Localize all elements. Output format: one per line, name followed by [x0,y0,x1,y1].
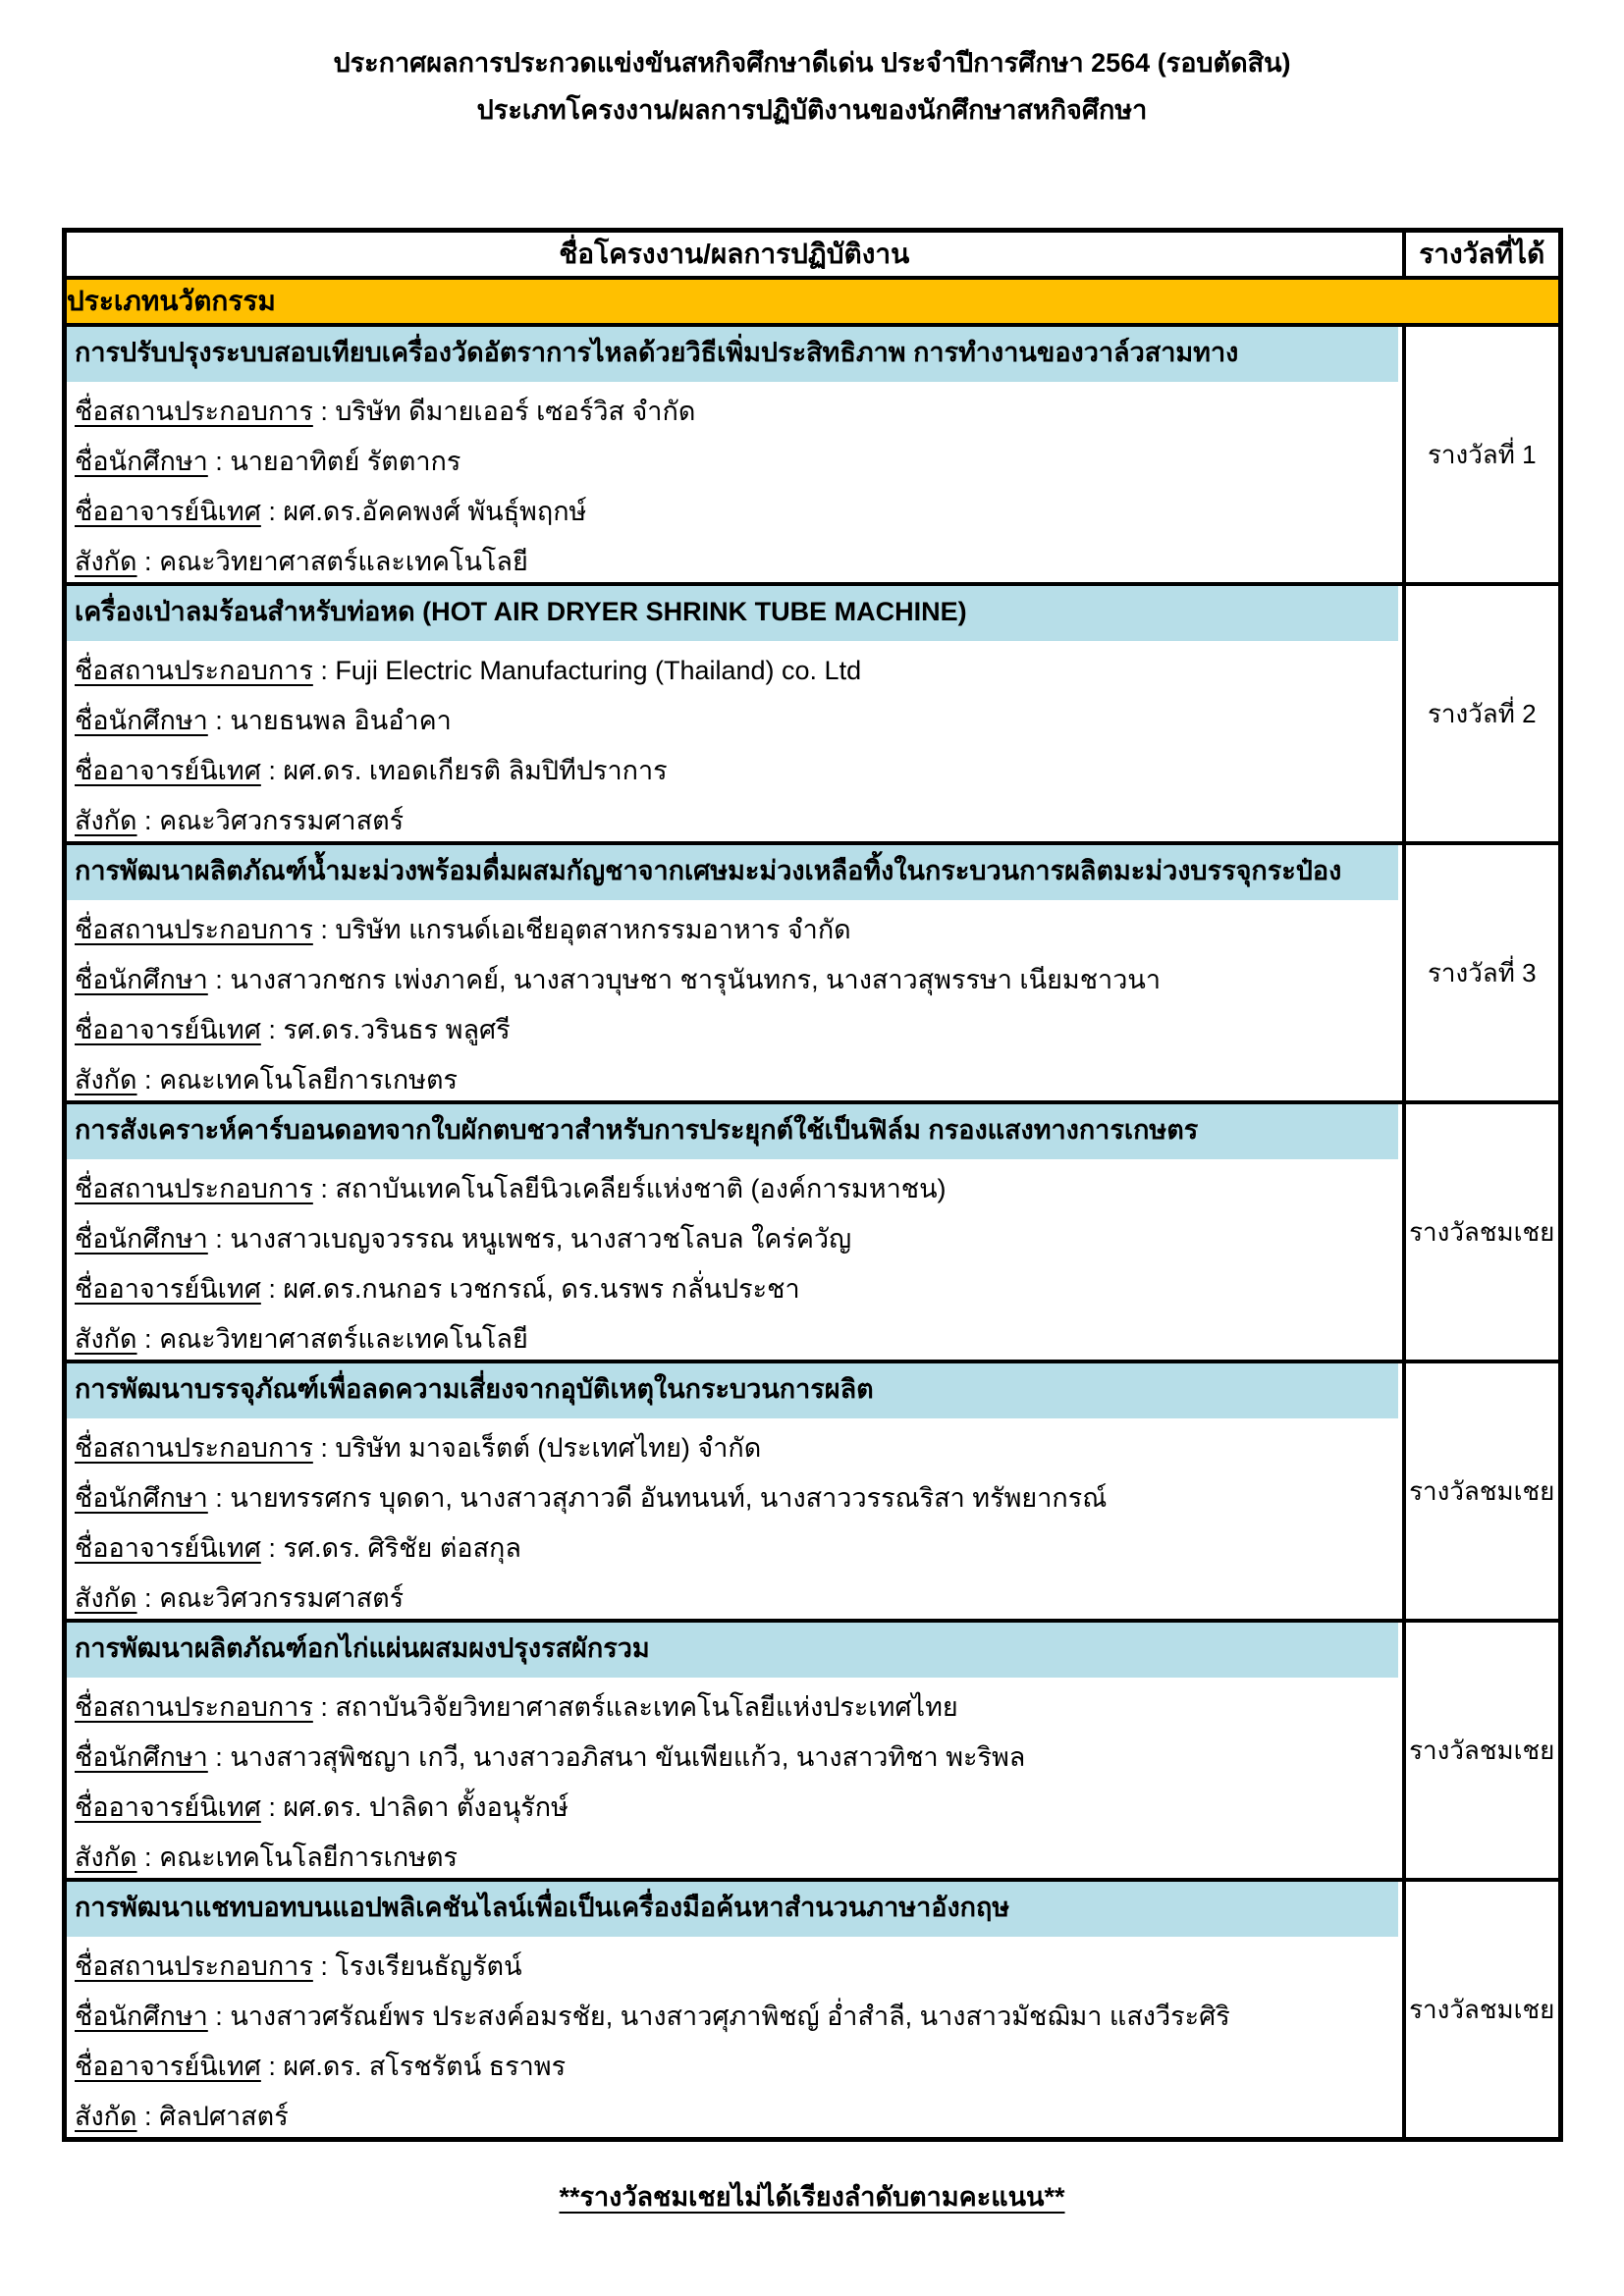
faculty-label: สังกัด [75,1583,137,1613]
advisor-line [67,2037,1402,2087]
project-cell [65,1362,1404,1621]
separator: : [260,1533,284,1563]
project-title: เครื่องเป่าลมร้อนสำหรับท่อหด (HOT AIR DRYER SHRINK TUBE MACHINE) [67,586,1398,641]
separator: : [260,1792,284,1822]
company-label: ชื่อสถานประกอบการ [75,1174,313,1203]
project-cell [65,1621,1404,1880]
company-label: ชื่อสถานประกอบการ [75,1692,313,1722]
faculty-value: คณะวิทยาศาสตร์และเทคโนโลยี [159,1324,528,1354]
students-line [67,1209,1402,1259]
faculty-value: คณะวิศวกรรมศาสตร์ [159,1583,405,1613]
advisor-line [67,741,1402,791]
separator: : [207,2002,231,2031]
separator: : [260,497,284,526]
page-title: ประกาศผลการประกวดแข่งขันสหกิจศึกษาดีเด่น ประจำปีการศึกษา 2564 (รอบตัดสิน) [333,48,1291,78]
separator: : [136,1065,160,1095]
students-label: ชื่อนักศึกษา [75,1742,208,1772]
students-label: ชื่อนักศึกษา [75,706,208,735]
project-title: การปรับปรุงระบบสอบเทียบเครื่องวัดอัตราการไหลด้วยวิธีเพิ่มประสิทธิภาพ การทำงานของวาล์วสามทาง [67,327,1398,382]
company-line [67,1418,1402,1468]
students-line [67,950,1402,1000]
company-value: บริษัท มาจอเร็ตต์ (ประเทศไทย) จำกัด [335,1433,762,1463]
students-label: ชื่อนักศึกษา [75,1483,208,1513]
table-row [65,325,1561,584]
advisor-value: ผศ.ดร. สโรชรัตน์ ธราพร [283,2052,567,2081]
students-value: นายทรรศกร บุดดา, นางสาวสุภาวดี อันทนนท์, นางสาววรรณริสา ทรัพยากรณ์ [230,1483,1108,1513]
faculty-value: คณะวิทยาศาสตร์และเทคโนโลยี [159,547,528,576]
faculty-line [67,791,1402,841]
separator: : [312,915,336,944]
students-value: นางสาวสุพิชญา เกวี, นางสาวอภิสนา ขันเพียแก้ว, นางสาวทิชา พะริพล [230,1742,1026,1772]
company-value: Fuji Electric Manufacturing (Thailand) co. Ltd [335,656,862,685]
separator: : [207,1742,231,1772]
faculty-line [67,1569,1402,1619]
company-label: ชื่อสถานประกอบการ [75,397,313,426]
faculty-value: ศิลปศาสตร์ [159,2102,289,2131]
company-line [67,900,1402,950]
advisor-line [67,1519,1402,1569]
company-value: บริษัท ดีมายเออร์ เซอร์วิส จำกัด [335,397,696,426]
advisor-value: ผศ.ดร.กนกอร เวชกรณ์, ดร.นรพร กลั่นประชา [283,1274,800,1304]
project-title: การพัฒนาผลิตภัณฑ์น้ำมะม่วงพร้อมดื่มผสมกัญชาจากเศษมะม่วงเหลือทิ้งในกระบวนการผลิตมะม่วงบรรจุกระป๋อง [67,845,1398,900]
award-value: รางวัลชมเชย [1404,1880,1561,2140]
results-table [62,228,1563,2142]
separator: : [207,447,231,476]
project-cell [65,325,1404,584]
award-value: รางวัลที่ 2 [1404,584,1561,843]
company-line [67,1159,1402,1209]
faculty-line [67,1050,1402,1100]
company-line [67,382,1402,432]
separator: : [136,1583,160,1613]
students-value: นางสาวศรัณย์พร ประสงค์อมรชัย, นางสาวศุภาพิชญ์ อ่ำสำลี, นางสาวมัชฌิมา แสงวีระศิริ [230,2002,1230,2031]
footnote: **รางวัลชมเชยไม่ได้เรียงลำดับตามคะแนน** [559,2182,1065,2212]
students-label: ชื่อนักศึกษา [75,2002,208,2031]
company-value: บริษัท แกรนด์เอเชียอุตสาหกรรมอาหาร จำกัด [335,915,851,944]
advisor-label: ชื่ออาจารย์นิเทศ [75,1015,261,1044]
advisor-line [67,482,1402,532]
students-line [67,432,1402,482]
separator: : [312,1692,336,1722]
project-cell [65,1880,1404,2140]
advisor-line [67,1259,1402,1309]
advisor-line [67,1000,1402,1050]
students-line [67,1987,1402,2037]
students-line [67,691,1402,741]
company-value: โรงเรียนธัญรัตน์ [335,1951,522,1981]
separator: : [312,1174,336,1203]
separator: : [260,1015,284,1044]
project-title: การพัฒนาบรรจุภัณฑ์เพื่อลดความเสี่ยงจากอุบัติเหตุในกระบวนการผลิต [67,1363,1398,1418]
students-value: นายธนพล อินอำคา [230,706,452,735]
company-line [67,1937,1402,1987]
project-title: การพัฒนาแชทบอทบนแอปพลิเคชันไลน์เพื่อเป็นเครื่องมือค้นหาสำนวนภาษาอังกฤษ [67,1882,1398,1937]
category-header: ประเภทนวัตกรรม [65,278,1561,325]
award-value: รางวัลที่ 1 [1404,325,1561,584]
students-line [67,1468,1402,1519]
column-header-project: ชื่อโครงงาน/ผลการปฏิบัติงาน [65,231,1404,279]
project-cell [65,1102,1404,1362]
separator: : [260,1274,284,1304]
project-title: การสังเคราะห์คาร์บอนดอทจากใบผักตบชวาสำหรับการประยุกต์ใช้เป็นฟิล์ม กรองแสงทางการเกษตร [67,1104,1398,1159]
students-label: ชื่อนักศึกษา [75,1224,208,1254]
separator: : [207,1224,231,1254]
separator: : [312,397,336,426]
separator: : [207,965,231,994]
award-value: รางวัลชมเชย [1404,1102,1561,1362]
company-line [67,1678,1402,1728]
company-line [67,641,1402,691]
separator: : [260,2052,284,2081]
table-row [65,1621,1561,1880]
advisor-value: รศ.ดร.วรินธร พลูศรี [283,1015,511,1044]
separator: : [312,656,336,685]
separator: : [312,1951,336,1981]
faculty-line [67,532,1402,582]
award-value: รางวัลชมเชย [1404,1621,1561,1880]
separator: : [207,1483,231,1513]
faculty-label: สังกัด [75,2102,137,2131]
advisor-label: ชื่ออาจารย์นิเทศ [75,756,261,785]
category-row [65,278,1561,325]
faculty-line [67,1309,1402,1360]
separator: : [136,1324,160,1354]
advisor-value: ผศ.ดร.อัคคพงศ์ พันธุ์พฤกษ์ [283,497,587,526]
advisor-label: ชื่ออาจารย์นิเทศ [75,1533,261,1563]
separator: : [207,706,231,735]
page-subtitle: ประเภทโครงงาน/ผลการปฏิบัติงานของนักศึกษาสหกิจศึกษา [476,95,1148,125]
table-row [65,1362,1561,1621]
table-row [65,1880,1561,2140]
faculty-label: สังกัด [75,547,137,576]
faculty-label: สังกัด [75,806,137,835]
table-row [65,1102,1561,1362]
separator: : [136,806,160,835]
table-row [65,584,1561,843]
project-cell [65,584,1404,843]
award-value: รางวัลที่ 3 [1404,843,1561,1102]
students-line [67,1728,1402,1778]
faculty-line [67,1828,1402,1878]
table-header-row [65,231,1561,279]
faculty-label: สังกัด [75,1065,137,1095]
students-label: ชื่อนักศึกษา [75,447,208,476]
students-value: นางสาวกชกร เพ่งภาคย์, นางสาวบุษชา ชารุนันทกร, นางสาวสุพรรษา เนียมชาวนา [230,965,1161,994]
table-row [65,843,1561,1102]
company-label: ชื่อสถานประกอบการ [75,656,313,685]
faculty-label: สังกัด [75,1324,137,1354]
advisor-label: ชื่ออาจารย์นิเทศ [75,1792,261,1822]
faculty-value: คณะเทคโนโลยีการเกษตร [159,1842,459,1872]
faculty-label: สังกัด [75,1842,137,1872]
faculty-value: คณะเทคโนโลยีการเกษตร [159,1065,459,1095]
advisor-value: ผศ.ดร. เทอดเกียรติ ลิมปิทีปราการ [283,756,668,785]
advisor-label: ชื่ออาจารย์นิเทศ [75,497,261,526]
students-value: นายอาทิตย์ รัตตากร [230,447,461,476]
award-value: รางวัลชมเชย [1404,1362,1561,1621]
company-value: สถาบันวิจัยวิทยาศาสตร์และเทคโนโลยีแห่งประเทศไทย [335,1692,958,1722]
faculty-line [67,2087,1402,2137]
separator: : [312,1433,336,1463]
advisor-line [67,1778,1402,1828]
students-value: นางสาวเบญจวรรณ หนูเพชร, นางสาวชโลบล ใคร่ควัญ [230,1224,852,1254]
separator: : [136,547,160,576]
project-title: การพัฒนาผลิตภัณฑ์อกไก่แผ่นผสมผงปรุงรสผักรวม [67,1623,1398,1678]
document-header [0,0,1624,128]
advisor-value: ผศ.ดร. ปาลิดา ตั้งอนุรักษ์ [283,1792,568,1822]
students-label: ชื่อนักศึกษา [75,965,208,994]
separator: : [136,1842,160,1872]
separator: : [136,2102,160,2131]
column-header-award: รางวัลที่ได้ [1404,231,1561,279]
faculty-value: คณะวิศวกรรมศาสตร์ [159,806,405,835]
advisor-value: รศ.ดร. ศิริชัย ต่อสกุล [283,1533,521,1563]
project-cell [65,843,1404,1102]
advisor-label: ชื่ออาจารย์นิเทศ [75,2052,261,2081]
company-value: สถาบันเทคโนโลยีนิวเคลียร์แห่งชาติ (องค์การมหาชน) [335,1174,947,1203]
company-label: ชื่อสถานประกอบการ [75,1951,313,1981]
company-label: ชื่อสถานประกอบการ [75,915,313,944]
company-label: ชื่อสถานประกอบการ [75,1433,313,1463]
separator: : [260,756,284,785]
advisor-label: ชื่ออาจารย์นิเทศ [75,1274,261,1304]
